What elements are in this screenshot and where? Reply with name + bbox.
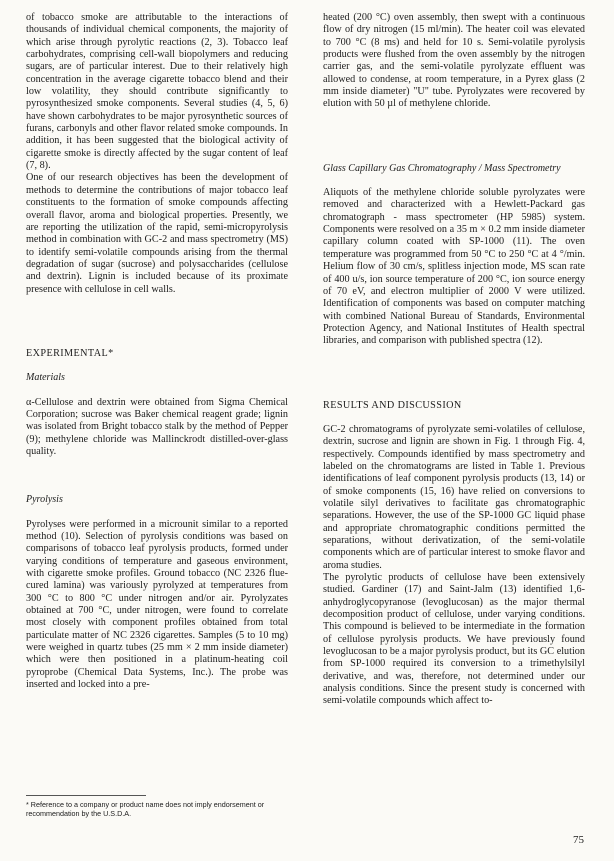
results-heading: RESULTS AND DISCUSSION	[323, 399, 462, 411]
pyrolysis-continuation: heated (200 °C) oven assembly, then swept with a continuous flow of dry nitrogen (15 ml/min). The heater coil was elevated to 700 °C (8 ms) and held for 10 s. Semi-volatile pyrolysis products were flushed from the oven assembly by the nitrogen carrier gas, and the semi-volatile pyrolyzate effluent was allowed to condense, at room temperature, in a Pyrex glass (2 mm inside diameter) "U" tube. Pyrolyzates were recovered by elution with 50 µl of methylene chloride.	[323, 12, 585, 110]
spacer	[26, 385, 288, 397]
materials-paragraph: α-Cellulose and dextrin were obtained from Sigma Chemical Corporation; sucrose was Baker chemical reagent grade; lignin was isolated from Bright tobacco stalk by the method of Pepper (9); methylene chloride was Mallinckrodt distilled-over-glass quality.	[26, 396, 288, 457]
intro-paragraph-1: of tobacco smoke are attributable to the interactions of thousands of individual chemical components, the majority of which arise through pyrolytic reactions (2, 3). Tobacco leaf carbohydrates, comprising cell-wall biopolymers and reducing sugars, are of particular interest. Due to their relatively high concentration in the average cigarette tobacco blend and their low volatility, they should contribute significantly to pyrosynthesized smoke components. Several studies (4, 5, 6) have shown carbohydrates to be major pyrosynthetic sources of furans, carbonyls and other flavor related smoke compounds. In addition, it has been suggested that the biological activity of cigarette smoke is directly affected by the sugar content of leaf (7, 8).	[26, 12, 288, 172]
results-paragraph-2: The pyrolytic products of cellulose have been extensively studied. Gardiner (17) and Saint-Jalm (13) identified 1,6-anhydroglycopyranose (levoglucosan) as the major thermal decomposition product of cellulose, under varying conditions. This compound is believed to be intermediate in the formation of cellulose pyrolysis products. We have previously found levoglucosan to be a major pyrolysis product, but its GC elution from SP-1000 required its conversion to a trimethylsilyl derivative, and was, therefore, not determined under our analysis conditions. Since the present study is concerned with semi-volatile compounds which affect to-	[323, 572, 585, 707]
spacer	[26, 296, 288, 348]
results-paragraph-1: GC-2 chromatograms of pyrolyzate semi-volatiles of cellulose, dextrin, sucrose and lignin are shown in Fig. 1 through Fig. 4, respectively. Compounds identified by mass spectrometry and labeled on the chromatograms are listed in Table 1. Previous identifications of leaf component pyrolysis products (13, 14) or of smoke components (15, 16) have relied on conversions to volatile silyl derivatives to facilitate gas chromatographic separations. However, the use of the SP-1000 GC liquid phase and appropriate chromatographic conditions permitted the separations, without derivatization, of the semi-volatile components which are of particular interest to smoke flavor and aroma studies.	[323, 423, 585, 571]
page-number: 75	[573, 834, 584, 846]
gc-ms-paragraph: Aliquots of the methylene chloride soluble pyrolyzates were removed and characterized with a Hewlett-Packard gas chromatograph - mass spectrometer (HP 5985) system. Components were resolved on a 35 m × 0.2 mm inside diameter capillary column coated with SP-1000 (11). The oven temperature was programmed from 50 °C to 250 °C at 4 °/min. Helium flow of 30 cm/s, splitless injection mode, MS scan rate of 400 u/s, ion source temperature of 200 °C, ion source energy of 70 eV, and electron multiplier of 2000 V were utilized. Identification of components was based on computer matching with combined National Bureau of Standards, Environmental Protection Agency, and National Institutes of Health spectral libraries, and comparison with published spectra (12).	[323, 187, 585, 347]
spacer	[26, 458, 288, 494]
experimental-heading: EXPERIMENTAL*	[26, 347, 114, 359]
spacer	[323, 111, 585, 163]
left-column	[26, 12, 288, 691]
materials-heading: Materials	[26, 372, 65, 384]
spacer	[323, 348, 585, 400]
intro-paragraph-2: One of our research objectives has been the development of methods to determine the contributions of major tobacco leaf constituents to the formation of smoke compounds affecting overall flavor, aroma and biological properties. Presently, we are reporting the utilization of the rapid, semi-micropyrolysis method in combination with GC-2 and mass spectrometry (MS) to identify semi-volatile compounds arising from the thermal degradation of sugar (sucrose) and polysaccharides (cellulose and dextrin). Lignin is included because of its proximate presence with cellulose in cell walls.	[26, 172, 288, 295]
spacer	[26, 507, 288, 519]
spacer	[323, 412, 585, 424]
footnote	[26, 795, 288, 818]
pyrolysis-heading: Pyrolysis	[26, 494, 63, 506]
pyrolysis-paragraph: Pyrolyses were performed in a microunit similar to a reported method (10). Selection of pyrolysis conditions was based on comparisons of tobacco leaf pyrolysis products, formed under varying conditions of temperature and gaseous environment, with cigarette smoke profiles. Ground tobacco (NC 2326 flue-cured lamina) was variously pyrolyzed at temperatures from 300 °C to 800 °C under nitrogen and/or air. Pyrolyzates obtained at 700 °C, under nitrogen, were found to correlate most closely with component profiles obtained from total particulate matter of NC 2326 cigarettes. Samples (5 to 10 mg) were weighed in quartz tubes (25 mm × 2 mm inside diameter) which were then positioned in a platinum-heating coil pyroprobe (Chemical Data Systems, Inc.). The probe was inserted and locked into a pre-	[26, 518, 288, 691]
spacer	[26, 360, 288, 372]
gc-ms-heading: Glass Capillary Gas Chromatography / Mass Spectrometry	[323, 162, 561, 174]
right-column	[323, 12, 585, 708]
footnote-rule	[26, 795, 146, 796]
footnote-text: * Reference to a company or product name does not imply endorsement or recommendation by the U.S.D.A.	[26, 800, 265, 818]
spacer	[323, 175, 585, 187]
